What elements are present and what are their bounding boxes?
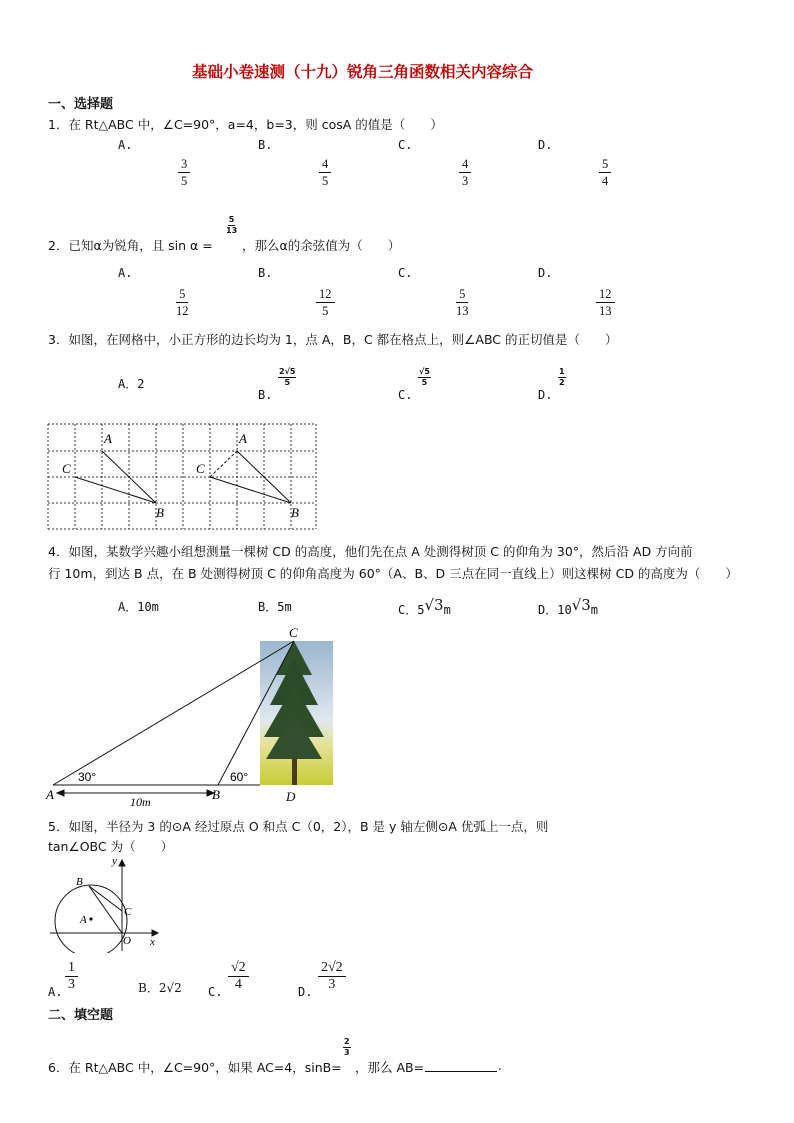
q5-circle-figure	[46, 853, 166, 953]
q2-option-c-fraction	[456, 287, 469, 318]
denominator: 5	[322, 174, 329, 188]
radical: √3	[424, 596, 444, 614]
denominator: 13	[456, 304, 469, 318]
denominator: 3	[68, 977, 75, 992]
numerator: 1	[65, 961, 78, 977]
q4-option-a[interactable]: A．10m	[118, 600, 159, 614]
point-a: A	[46, 787, 54, 802]
numerator: 2√5	[279, 367, 296, 376]
q4-option-c[interactable]	[398, 596, 451, 618]
denominator: 3	[344, 1048, 350, 1057]
q1-option-c-fraction	[459, 157, 471, 188]
segment-bc	[89, 886, 122, 911]
question-2-prefix: 2．已知α为锐角，且 sin α =	[48, 238, 213, 253]
denominator: 5	[284, 378, 291, 387]
q2-option-c-label[interactable]: C.	[398, 266, 413, 280]
numerator: 2√2	[318, 961, 346, 977]
radical: √3	[571, 596, 591, 614]
q2-option-d-fraction	[596, 287, 615, 318]
segment-bo	[89, 886, 122, 933]
q5-option-d-fraction	[318, 961, 346, 992]
q1-option-a-label[interactable]: A.	[118, 138, 133, 152]
denominator: 4	[234, 977, 242, 992]
numerator: 5	[176, 287, 188, 303]
denominator: 13	[599, 304, 612, 318]
option-prefix: C．5	[398, 603, 425, 617]
question-1-text: 1．在 Rt△ABC 中，∠C=90°，a=4，b=3，则 cosA 的值是（ ）	[48, 117, 443, 132]
point-b-left: B	[156, 505, 164, 520]
q3-option-c-label[interactable]: C.	[398, 388, 413, 402]
grid-lines	[48, 424, 316, 529]
denominator: 2	[559, 378, 565, 387]
numerator: 1	[559, 367, 565, 376]
q3-option-c-fraction	[418, 367, 431, 388]
numerator: √5	[419, 367, 430, 376]
question-3-text: 3．如图，在网格中，小正方形的边长均为 1，点 A，B，C 都在格点上，则∠ABC 的正切值是（ ）	[48, 332, 618, 347]
question-2-suffix: ，那么α的余弦值为（ ）	[242, 238, 401, 253]
q5-option-b[interactable]: B．2√2	[138, 981, 182, 995]
point-d: D	[286, 789, 296, 804]
unit: m	[443, 603, 451, 617]
triangle-left	[75, 451, 156, 503]
q1-option-b-label[interactable]: B.	[258, 138, 273, 152]
question-5-line2: tan∠OBC 为（ ）	[48, 839, 174, 854]
q4-option-b[interactable]: B．5m	[258, 600, 292, 614]
question-4-line2: 行 10m，到达 B 点，在 B 处测得树顶 C 的仰角高度为 60°（A、B、D 三点在同一直线上）则这棵树 CD 的高度为（ ）	[48, 566, 738, 581]
q2-option-a-fraction	[176, 287, 189, 318]
point-c-left: C	[62, 461, 71, 476]
q2-sin-fraction	[226, 215, 237, 236]
q5-option-a-label[interactable]: A.	[48, 985, 63, 999]
numerator: 2	[344, 1037, 350, 1046]
q3-option-d-fraction	[558, 367, 566, 388]
q6-answer-blank[interactable]	[425, 1060, 497, 1075]
denominator: 5	[322, 304, 329, 318]
question-6-end: .	[498, 1058, 502, 1073]
x-axis-label: x	[150, 936, 155, 948]
numerator: 4	[319, 157, 331, 173]
point-b: B	[212, 787, 220, 802]
triangle-right	[210, 451, 291, 503]
q5-option-c-label[interactable]: C.	[208, 985, 223, 999]
q1-option-b-fraction	[319, 157, 331, 188]
q1-option-c-label[interactable]: C.	[398, 138, 413, 152]
point-b-right: B	[291, 505, 299, 520]
q3-option-b-label[interactable]: B.	[258, 388, 273, 402]
denominator: 3	[462, 174, 469, 188]
point-c: C	[124, 906, 132, 918]
numerator: 5	[599, 157, 611, 173]
point-c: C	[289, 625, 298, 640]
angle-60-label: 60°	[230, 770, 249, 784]
q3-option-d-label[interactable]: D.	[538, 388, 553, 402]
y-axis-label: y	[112, 855, 117, 867]
q4-tree-figure	[40, 625, 340, 813]
point-c-right: C	[196, 461, 205, 476]
question-6-prefix: 6．在 Rt△ABC 中，∠C=90°，如果 AC=4，sinB=	[48, 1060, 342, 1075]
center-point	[89, 917, 92, 920]
denominator: 13	[226, 226, 238, 235]
point-a-right: A	[239, 431, 247, 446]
q5-option-d-label[interactable]: D.	[298, 985, 313, 999]
distance-label: 10m	[130, 795, 151, 809]
numerator: 12	[596, 287, 615, 303]
unit: m	[590, 603, 599, 617]
point-a-left: A	[104, 431, 112, 446]
denominator: 5	[421, 378, 428, 387]
denominator: 3	[328, 977, 336, 992]
blank-line[interactable]	[425, 1061, 497, 1072]
point-a: A	[80, 914, 87, 926]
q1-option-a-fraction	[178, 157, 190, 188]
q5-option-a-fraction	[65, 961, 78, 992]
q3-option-b-fraction	[278, 367, 296, 388]
q1-option-d-label[interactable]: D.	[538, 138, 553, 152]
question-5-line1: 5．如图，半径为 3 的⊙A 经过原点 O 和点 C（0，2），B 是 y 轴左侧⊙A 优弧上一点，则	[48, 819, 549, 834]
q2-option-a-label[interactable]: A.	[118, 266, 133, 280]
numerator: 12	[316, 287, 335, 303]
denominator: 4	[602, 174, 609, 188]
angle-30-label: 30°	[78, 770, 97, 784]
q2-option-d-label[interactable]: D.	[538, 266, 553, 280]
point-o: O	[123, 935, 131, 947]
q3-grid-figure	[46, 421, 320, 533]
q3-option-a[interactable]: A．2	[118, 377, 145, 391]
numerator: √2	[228, 961, 249, 977]
q4-option-d[interactable]	[538, 596, 599, 618]
q2-option-b-label[interactable]: B.	[258, 266, 273, 280]
numerator: 5	[456, 287, 468, 303]
q6-sin-fraction	[343, 1037, 351, 1058]
numerator: 4	[459, 157, 471, 173]
q2-option-b-fraction	[316, 287, 335, 318]
denominator: 5	[181, 174, 188, 188]
section-heading-fill: 二、填空题	[48, 1008, 114, 1023]
q5-option-c-fraction	[228, 961, 249, 992]
y-axis-arrow	[119, 860, 125, 866]
numerator: 3	[178, 157, 190, 173]
numerator: 5	[228, 215, 235, 224]
option-prefix: D．10	[538, 603, 572, 617]
triangle-lines	[53, 641, 294, 785]
section-heading-choice: 一、选择题	[48, 97, 114, 112]
question-4-line1: 4．如图，某数学兴趣小组想测量一棵树 CD 的高度，他们先在点 A 处测得树顶 C 的仰角为 30°，然后沿 AD 方向前	[48, 544, 693, 559]
q1-option-d-fraction	[599, 157, 611, 188]
point-b: B	[76, 876, 83, 888]
question-6-suffix: ，那么 AB=	[355, 1060, 425, 1075]
denominator: 12	[176, 304, 189, 318]
page-title: 基础小卷速测（十九）锐角三角函数相关内容综合	[192, 62, 534, 81]
